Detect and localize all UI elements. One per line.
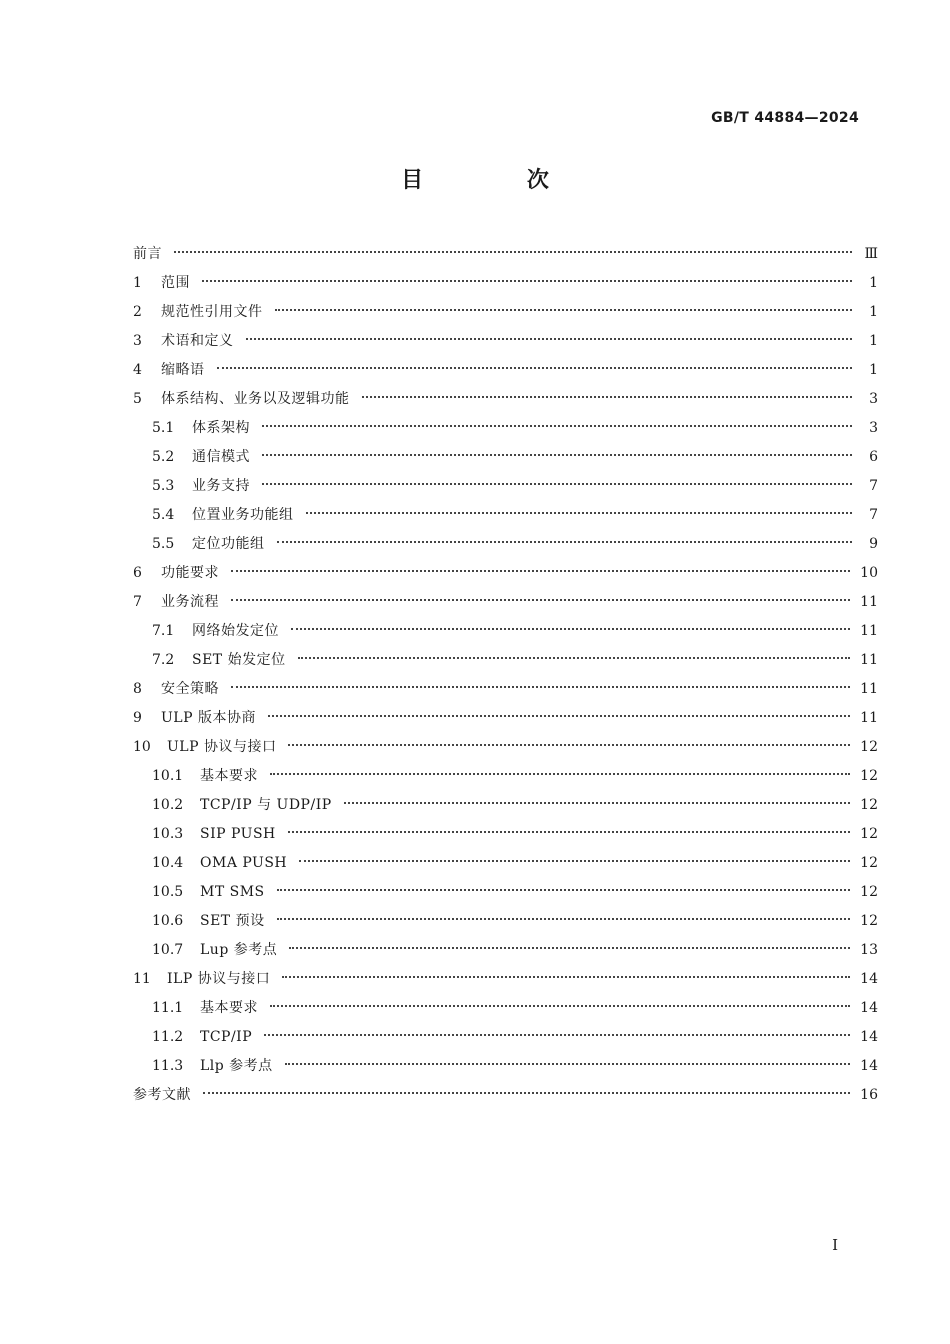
toc-entry-title: 体系结构、业务以及逻辑功能 [161,391,350,407]
toc-entry-number: 10.7 [152,942,184,958]
toc-entry[interactable] [133,1023,878,1052]
toc-entry-number: 10.5 [152,884,184,900]
toc-entry-title: 定位功能组 [192,536,265,552]
toc-entry-title: 基本要求 [200,768,258,784]
toc-entry-number: 5.1 [152,420,175,436]
toc-entry[interactable] [133,849,878,878]
toc-entry[interactable] [133,530,878,559]
toc-entry-title: SIP PUSH [200,826,276,842]
toc-entry-page: 11 [860,681,878,697]
toc-entry-number: 5.2 [152,449,175,465]
toc-entry-title: TCP/IP 与 UDP/IP [200,797,332,813]
toc-entry-page: 9 [869,536,878,552]
toc-entry-number: 7 [133,594,142,610]
toc-entry-title: 网络始发定位 [192,623,279,639]
toc-entry-title: OMA PUSH [200,855,288,871]
toc-entry-page: 12 [860,797,878,813]
toc-entry-page: 1 [869,304,878,320]
toc-entry[interactable] [133,733,878,762]
toc-entry-number: 5.3 [152,478,175,494]
toc-entry-page: 14 [860,971,878,987]
toc-entry[interactable] [133,588,878,617]
toc-entry-number: 11.2 [152,1029,184,1045]
toc-dot-leader [288,831,850,833]
toc-entry-page: Ⅲ [864,246,878,262]
table-of-contents [133,240,878,1110]
toc-entry-title: 业务支持 [192,478,250,494]
toc-entry-number: 8 [133,681,142,697]
toc-entry-page: 1 [869,275,878,291]
toc-entry[interactable] [133,240,878,269]
toc-entry-number: 6 [133,565,142,581]
toc-entry-number: 11.1 [152,1000,184,1016]
toc-dot-leader [289,947,850,949]
toc-entry-number: 10.6 [152,913,184,929]
toc-entry-page: 1 [869,362,878,378]
toc-entry-page: 11 [860,623,878,639]
toc-dot-leader [282,976,850,978]
toc-entry-title: 业务流程 [161,594,219,610]
toc-dot-leader [288,744,850,746]
toc-entry-page: 3 [869,391,878,407]
toc-entry-number: 10.3 [152,826,184,842]
toc-entry[interactable] [133,791,878,820]
toc-dot-leader [262,454,852,456]
toc-dot-leader [285,1063,850,1065]
toc-entry-page: 7 [869,507,878,523]
toc-dot-leader [231,686,850,688]
toc-title: 目 次 [401,168,597,193]
toc-entry-page: 1 [869,333,878,349]
toc-entry-page: 13 [860,942,878,958]
toc-entry-title: 缩略语 [161,362,205,378]
toc-entry[interactable] [133,878,878,907]
toc-entry[interactable] [133,1052,878,1081]
toc-dot-leader [268,715,850,717]
toc-entry-title: 前言 [133,246,162,262]
toc-dot-leader [264,1034,850,1036]
toc-entry-page: 6 [869,449,878,465]
toc-entry-title: 术语和定义 [161,333,234,349]
toc-entry-number: 3 [133,333,142,349]
toc-dot-leader [262,483,852,485]
toc-entry[interactable] [133,472,878,501]
toc-entry-page: 12 [860,739,878,755]
toc-entry-number: 5.4 [152,507,175,523]
toc-dot-leader [270,1005,850,1007]
toc-dot-leader [298,657,851,659]
toc-entry-title: 参考文献 [133,1087,191,1103]
toc-entry-title: ULP 协议与接口 [167,739,277,755]
toc-entry-page: 12 [860,913,878,929]
toc-entry-page: 14 [860,1058,878,1074]
toc-entry-title: 基本要求 [200,1000,258,1016]
toc-dot-leader [202,280,852,282]
toc-entry-page: 3 [869,420,878,436]
toc-entry-page: 7 [869,478,878,494]
toc-entry-number: 4 [133,362,142,378]
toc-entry[interactable] [133,414,878,443]
toc-entry-number: 10.4 [152,855,184,871]
toc-entry-page: 12 [860,855,878,871]
toc-entry[interactable] [133,559,878,588]
toc-entry-title: 通信模式 [192,449,250,465]
toc-entry-number: 10.2 [152,797,184,813]
toc-entry-title: 规范性引用文件 [161,304,263,320]
toc-entry-number: 5.5 [152,536,175,552]
toc-entry-number: 9 [133,710,142,726]
toc-entry[interactable] [133,269,878,298]
toc-dot-leader [262,425,852,427]
toc-entry-page: 14 [860,1000,878,1016]
toc-dot-leader [231,570,850,572]
toc-dot-leader [277,889,851,891]
toc-entry-title: SET 始发定位 [192,652,286,668]
toc-dot-leader [231,599,850,601]
toc-entry-title: ULP 版本协商 [161,710,256,726]
toc-entry-title: MT SMS [200,884,265,900]
toc-dot-leader [306,512,853,514]
toc-entry-number: 2 [133,304,142,320]
toc-entry[interactable] [133,936,878,965]
toc-entry[interactable] [133,994,878,1023]
toc-dot-leader [246,338,853,340]
toc-entry-page: 14 [860,1029,878,1045]
toc-entry-title: ILP 协议与接口 [167,971,271,987]
toc-entry[interactable] [133,1081,878,1110]
toc-entry-page: 11 [860,710,878,726]
toc-entry-title: 功能要求 [161,565,219,581]
toc-entry-number: 10 [133,739,151,755]
toc-entry[interactable] [133,298,878,327]
toc-entry-page: 12 [860,768,878,784]
toc-entry[interactable] [133,965,878,994]
toc-entry[interactable] [133,443,878,472]
toc-entry-number: 7.1 [152,623,175,639]
toc-entry[interactable] [133,704,878,733]
toc-entry-title: Llp 参考点 [200,1058,273,1074]
toc-entry[interactable] [133,907,878,936]
standard-number: GB/T 44884—2024 [711,110,859,126]
toc-entry[interactable] [133,356,878,385]
toc-dot-leader [362,396,853,398]
toc-entry-number: 10.1 [152,768,184,784]
toc-entry[interactable] [133,762,878,791]
toc-entry[interactable] [133,617,878,646]
toc-dot-leader [277,918,851,920]
toc-entry-page: 10 [860,565,878,581]
toc-entry-number: 7.2 [152,652,175,668]
toc-entry-title: Lup 参考点 [200,942,278,958]
toc-entry[interactable] [133,675,878,704]
toc-entry[interactable] [133,646,878,675]
toc-entry-title: 范围 [161,275,190,291]
toc-entry-number: 1 [133,275,142,291]
toc-entry-title: TCP/IP [200,1029,253,1045]
page-number: I [832,1236,838,1254]
toc-entry-page: 12 [860,826,878,842]
toc-entry-page: 11 [860,652,878,668]
toc-entry[interactable] [133,385,878,414]
toc-entry[interactable] [133,327,878,356]
toc-entry-title: 安全策略 [161,681,219,697]
toc-entry-title: 位置业务功能组 [192,507,294,523]
toc-entry-number: 11 [133,971,151,987]
toc-entry[interactable] [133,820,878,849]
toc-entry-page: 12 [860,884,878,900]
toc-entry-page: 16 [860,1087,878,1103]
toc-dot-leader [174,251,852,253]
toc-entry-number: 11.3 [152,1058,184,1074]
toc-dot-leader [291,628,850,630]
toc-dot-leader [344,802,851,804]
toc-dot-leader [270,773,850,775]
toc-dot-leader [277,541,853,543]
toc-dot-leader [217,367,853,369]
toc-entry-title: SET 预设 [200,913,265,929]
toc-dot-leader [299,860,850,862]
toc-entry-title: 体系架构 [192,420,250,436]
toc-entry-number: 5 [133,391,142,407]
toc-entry-page: 11 [860,594,878,610]
toc-dot-leader [203,1092,850,1094]
toc-dot-leader [275,309,853,311]
toc-entry[interactable] [133,501,878,530]
